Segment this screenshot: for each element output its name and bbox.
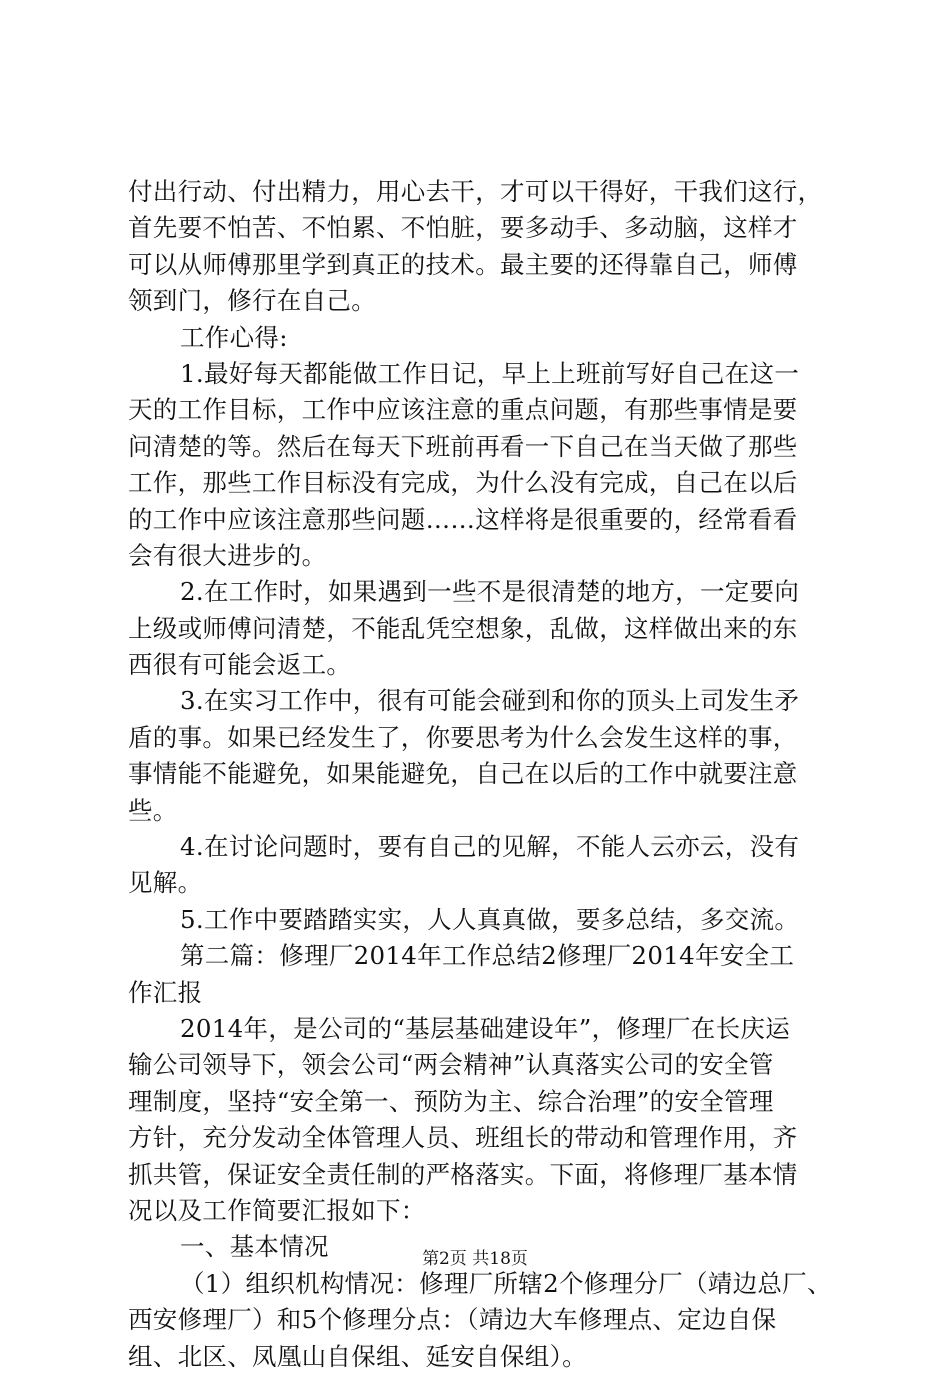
text-line: 理制度，坚持“安全第一、预防为主、综合治理”的安全管理 [128,1086,774,1116]
document-body [128,174,838,1375]
text-line: 上级或师傅问清楚，不能乱凭空想象，乱做，这样做出来的东 [128,613,798,643]
text-line: 4.在讨论问题时，要有自己的见解，不能人云亦云，没有 [180,832,800,862]
text-line: 些。 [128,795,178,825]
text-line: 2.在工作时，如果遇到一些不是很清楚的地方，一定要向 [180,577,800,607]
text-line: 可以从师傅那里学到真正的技术。最主要的还得靠自己，师傅 [128,249,798,279]
text-line: 领到门，修行在自己。 [128,286,376,316]
text-line: 西安修理厂）和5个修理分点：（靖边大车修理点、定边自保 [128,1305,777,1335]
text-line: 首先要不怕苦、不怕累、不怕脏，要多动手、多动脑，这样才 [128,213,798,243]
text-line: 工作，那些工作目标没有完成，为什么没有完成，自己在以后 [128,468,798,498]
section-heading: 一、基本情况 [180,1232,329,1262]
text-line: 西很有可能会返工。 [128,650,352,680]
chapter-heading: 第二篇：修理厂2014年工作总结2修理厂2014年安全工 [180,941,795,971]
text-line: 3.在实习工作中，很有可能会碰到和你的顶头上司发生矛 [180,686,800,716]
text-line: 盾的事。如果已经发生了，你要思考为什么会发生这样的事， [128,722,798,752]
text-line: 会有很大进步的。 [128,540,327,570]
text-line: 见解。 [128,868,203,898]
text-line: 况以及工作简要汇报如下： [128,1195,426,1225]
text-line: 2014年，是公司的“基层基础建设年”，修理厂在长庆运 [180,1013,790,1043]
text-line: 组、北区、凤凰山自保组、延安自保组）。 [128,1341,587,1371]
text-line: （1）组织机构情况：修理厂所辖2个修理分厂（靖边总厂、 [180,1268,832,1298]
text-line: 的工作中应该注意那些问题……这样将是很重要的，经常看看 [128,504,798,534]
text-line: 问清楚的等。然后在每天下班前再看一下自己在当天做了那些 [128,431,798,461]
text-line: 付出行动、付出精力，用心去干，才可以干得好，干我们这行， [128,177,823,206]
text-line: 事情能不能避免，如果能避免，自己在以后的工作中就要注意 [128,759,798,789]
section-heading: 工作心得: [180,322,288,352]
text-line: 输公司领导下，领会公司“两会精神”认真落实公司的安全管 [128,1050,774,1080]
text-line: 天的工作目标，工作中应该注意的重点问题，有那些事情是要 [128,395,798,425]
chapter-heading-continued: 作汇报 [128,977,203,1007]
text-line: 1.最好每天都能做工作日记，早上上班前写好自己在这一 [180,358,800,388]
text-line: 5.工作中要踏踏实实，人人真真做，要多总结，多交流。 [180,904,800,934]
text-line: 方针，充分发动全体管理人员、班组长的带动和管理作用，齐 [128,1123,798,1153]
text-line: 抓共管，保证安全责任制的严格落实。下面，将修理厂基本情 [128,1159,798,1189]
page-number-footer: 第2页 共18页 [422,1249,528,1269]
